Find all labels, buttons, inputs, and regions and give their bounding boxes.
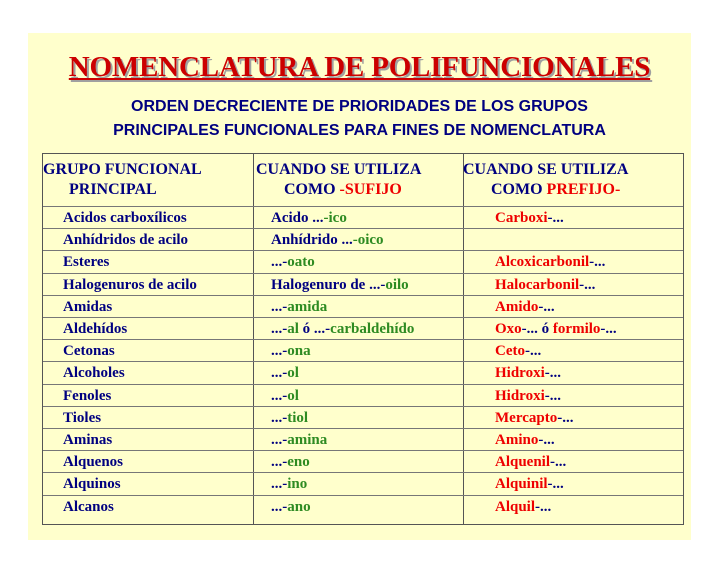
prefijo-dash: -...: [547, 476, 564, 493]
prefijo-cell: [495, 251, 605, 273]
sufijo-ending: amina: [287, 432, 328, 448]
prefijo-name: Oxo: [495, 321, 522, 337]
prefijo-cell: [495, 385, 561, 407]
sufijo-cell: [271, 362, 299, 384]
prefijo-name: Halocarbonil: [495, 276, 580, 293]
prefijo-dash: -...: [535, 498, 552, 515]
sufijo-base: ...-: [271, 432, 288, 448]
prefijo-name: Hidroxi: [495, 387, 545, 404]
nomenclature-table: [42, 153, 684, 525]
sufijo-cell: [271, 274, 409, 296]
prefijo-dash: -...: [544, 365, 561, 382]
grupo-funcional-cell: Amidas: [63, 298, 113, 315]
sufijo-cell: [271, 496, 311, 518]
prefijo-cell: [495, 429, 555, 451]
prefijo-dash: -...: [538, 432, 555, 448]
table-row: [43, 340, 683, 362]
table-row: [43, 362, 683, 384]
sufijo-base: ...-: [271, 298, 288, 315]
sufijo-base: Anhídrido ...: [271, 232, 353, 249]
table-row: [43, 385, 683, 407]
prefijo-dash-alt: -...: [600, 321, 617, 337]
prefijo-dash: -...: [547, 210, 564, 226]
table-row: [43, 229, 683, 251]
sufijo-base: ...-: [271, 365, 288, 382]
sufijo-base-alt: ó ...-: [298, 321, 331, 337]
header-text: CUANDO SE UTILIZA: [256, 161, 422, 178]
prefijo-dash: -... ó: [521, 321, 553, 337]
grupo-funcional-cell: Cetonas: [63, 343, 115, 360]
header-text: CUANDO SE UTILIZA: [463, 161, 629, 178]
header-sufijo: [256, 160, 421, 200]
prefijo-cell: [495, 340, 541, 362]
table-row: [43, 274, 683, 296]
sufijo-ending: al: [287, 321, 299, 337]
sufijo-cell: [271, 407, 308, 429]
prefijo-name: Amino: [495, 432, 539, 448]
sufijo-cell: [271, 385, 299, 407]
grupo-funcional-cell: Fenoles: [63, 387, 112, 404]
prefijo-dash: -...: [544, 387, 561, 404]
prefijo-cell: [495, 207, 564, 229]
prefijo-name: Ceto: [495, 343, 525, 360]
grupo-funcional-cell: Aminas: [63, 432, 113, 448]
sufijo-base: Halogenuro de ...-: [271, 276, 386, 293]
sufijo-ending: ol: [287, 387, 299, 404]
grupo-funcional-cell: Anhídridos de acilo: [63, 232, 189, 249]
sufijo-base: ...-: [271, 387, 288, 404]
grupo-funcional-cell: Alcanos: [63, 498, 114, 515]
slide-title: NOMENCLATURA DE POLIFUNCIONALES: [68, 51, 651, 83]
prefijo-name: Alquil: [495, 498, 536, 515]
table-row: [43, 451, 683, 473]
grupo-funcional-cell: Halogenuros de acilo: [63, 276, 197, 293]
header-keyword-sufijo: -SUFIJO: [339, 181, 402, 198]
header-prefijo: [463, 160, 628, 200]
header-text: PRINCIPAL: [69, 181, 157, 198]
grupo-funcional-cell: Aldehídos: [63, 321, 128, 337]
header-grupo-funcional: [43, 160, 202, 200]
grupo-funcional-cell: Acidos carboxílicos: [63, 210, 187, 226]
grupo-funcional-cell: Alcoholes: [63, 365, 125, 382]
prefijo-dash: -...: [579, 276, 596, 293]
header-text: GRUPO FUNCIONAL: [43, 161, 202, 178]
sufijo-ending: ona: [287, 343, 311, 360]
slide: [28, 33, 691, 540]
table-row: [43, 318, 683, 340]
table-row: [43, 251, 683, 273]
prefijo-name-alt: formilo: [552, 321, 601, 337]
sufijo-ending: tiol: [287, 409, 309, 426]
prefijo-name: Hidroxi: [495, 365, 545, 382]
prefijo-name: Mercapto: [495, 409, 558, 426]
prefijo-dash: -...: [538, 298, 555, 315]
sufijo-cell: [271, 473, 307, 495]
prefijo-name: Amido: [495, 298, 539, 315]
subtitle-line-2: PRINCIPALES FUNCIONALES PARA FINES DE NOMENCLATURA: [113, 122, 606, 139]
prefijo-cell: [495, 274, 595, 296]
grupo-funcional-cell: Alquinos: [63, 476, 121, 493]
grupo-funcional-cell: Esteres: [63, 254, 110, 271]
prefijo-dash: -...: [550, 454, 567, 471]
prefijo-name: Carboxi: [495, 210, 548, 226]
prefijo-cell: [495, 451, 566, 473]
header-text: COMO: [491, 181, 547, 198]
sufijo-cell: [271, 229, 384, 251]
sufijo-cell: [271, 451, 310, 473]
sufijo-cell: [271, 429, 327, 451]
sufijo-base: ...-: [271, 321, 288, 337]
sufijo-base: Acido ...: [271, 210, 324, 226]
prefijo-name: Alquenil: [495, 454, 551, 471]
sufijo-cell: [271, 340, 311, 362]
grupo-funcional-cell: Alquenos: [63, 454, 124, 471]
table-row: [43, 496, 683, 518]
prefijo-name: Alcoxicarbonil: [495, 254, 590, 271]
sufijo-base: ...-: [271, 254, 288, 271]
sufijo-cell: [271, 296, 327, 318]
sufijo-cell: [271, 207, 347, 229]
sufijo-base: ...-: [271, 409, 288, 426]
sufijo-cell: [271, 318, 414, 340]
prefijo-dash: -...: [557, 409, 574, 426]
prefijo-cell: [495, 318, 617, 340]
sufijo-ending: ano: [287, 498, 311, 515]
sufijo-cell: [271, 251, 315, 273]
sufijo-base: ...-: [271, 454, 288, 471]
sufijo-ending: amida: [287, 298, 328, 315]
table-row: [43, 429, 683, 451]
sufijo-ending: -ico: [323, 210, 347, 226]
table-row: [43, 407, 683, 429]
sufijo-base: ...-: [271, 498, 288, 515]
sufijo-ending: ino: [287, 476, 308, 493]
prefijo-dash: -...: [525, 343, 542, 360]
table-row: [43, 207, 683, 229]
sufijo-ending-alt: carbaldehído: [330, 321, 415, 337]
sufijo-base: ...-: [271, 343, 288, 360]
table-row: [43, 473, 683, 495]
sufijo-ending: oilo: [385, 276, 409, 293]
sufijo-ending: ol: [287, 365, 299, 382]
header-keyword-prefijo: PREFIJO-: [546, 181, 621, 198]
grupo-funcional-cell: Tioles: [63, 409, 102, 426]
prefijo-name: Alquinil: [495, 476, 548, 493]
prefijo-cell: [495, 496, 551, 518]
prefijo-dash: -...: [589, 254, 606, 271]
table-row: [43, 296, 683, 318]
prefijo-cell: [495, 473, 564, 495]
prefijo-cell: [495, 296, 555, 318]
sufijo-ending: oato: [287, 254, 315, 271]
header-text: COMO: [284, 181, 340, 198]
prefijo-cell: [495, 407, 573, 429]
sufijo-base: ...-: [271, 476, 288, 493]
subtitle-line-1: ORDEN DECRECIENTE DE PRIORIDADES DE LOS GRUPOS: [131, 98, 588, 115]
prefijo-cell: [495, 362, 561, 384]
sufijo-ending: -oico: [352, 232, 384, 249]
sufijo-ending: eno: [287, 454, 310, 471]
